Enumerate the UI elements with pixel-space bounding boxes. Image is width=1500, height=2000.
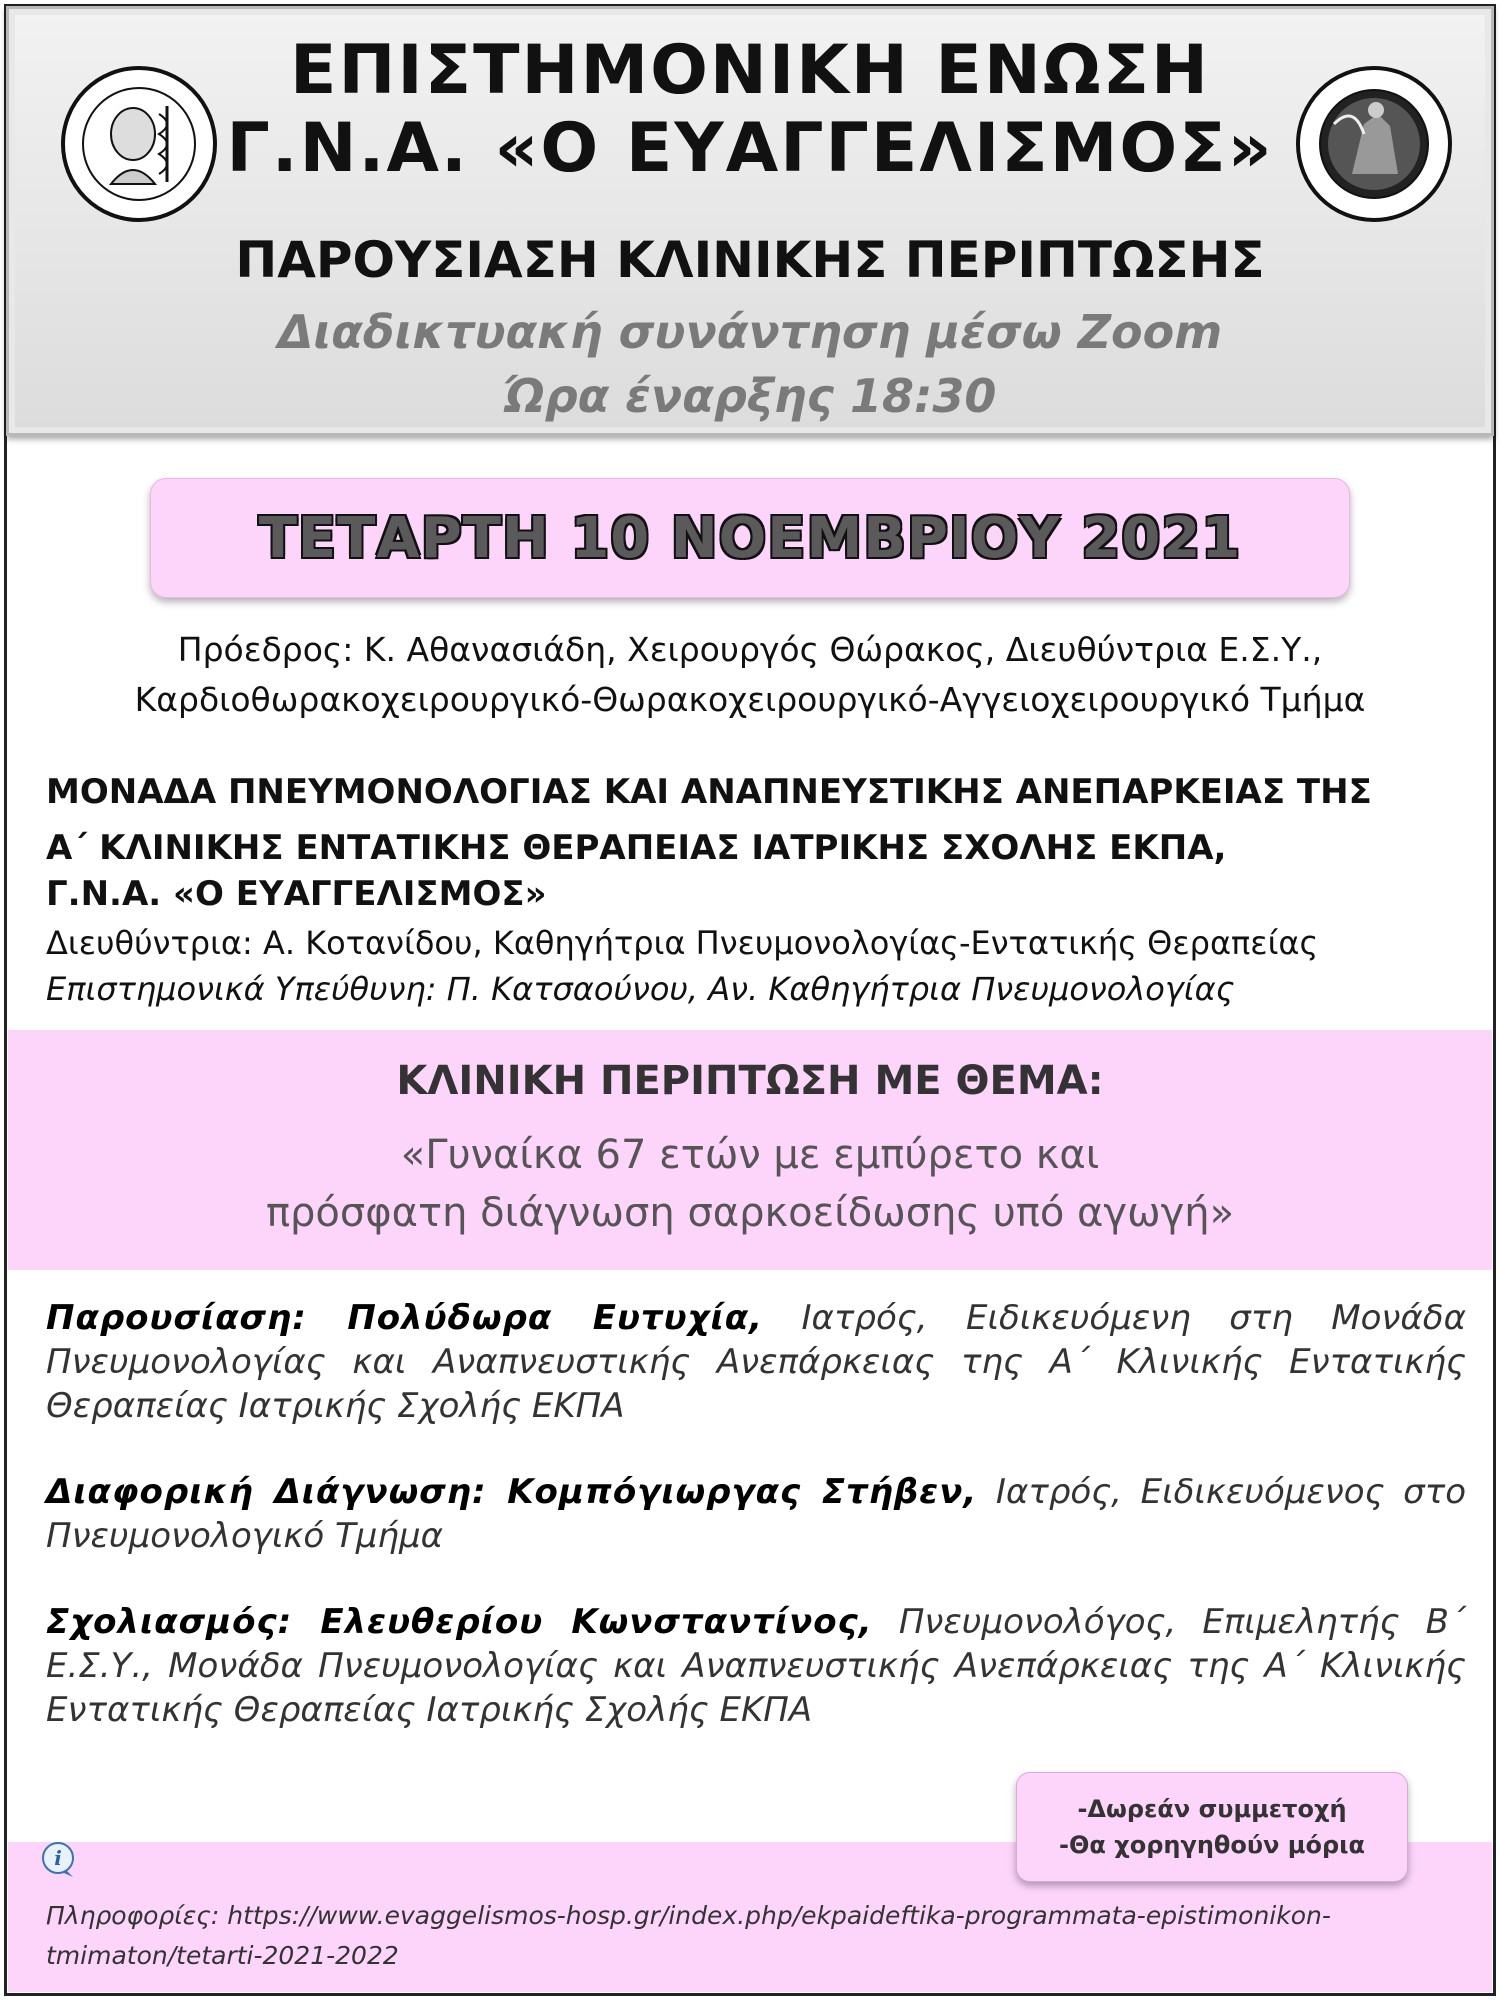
notes-box [1016,1772,1408,1882]
note-free-participation: -Δωρεάν συμμετοχή [1077,1795,1347,1823]
topic-line1: «Γυναίκα 67 ετών με εμπύρετο και [400,1132,1100,1178]
header-title-line1: ΕΠΙΣΤΗΜΟΝΙΚΗ ΕΝΩΣΗ [290,31,1210,110]
chair-line1: Πρόεδρος: Κ. Αθανασιάδη, Χειρουργός Θώρακος, Διευθύντρια Ε.Σ.Υ., [177,630,1323,669]
info-icon [40,1840,80,1880]
unit-title-line2: Α΄ ΚΛΙΝΙΚΗΣ ΕΝΤΑΤΙΚΗΣ ΘΕΡΑΠΕΙΑΣ ΙΑΤΡΙΚΗΣ ΣΧΟΛΗΣ ΕΚΠΑ, [46,828,1227,868]
unit-title-line3: Γ.Ν.Α. «Ο ΕΥΑΓΓΕΛΙΣΜΟΣ» [46,874,547,914]
svg-text:i: i [54,1846,62,1870]
unit-title-line1: ΜΟΝΑΔΑ ΠΝΕΥΜΟΝΟΛΟΓΙΑΣ ΚΑΙ ΑΝΑΠΝΕΥΣΤΙΚΗΣ ΑΝΕΠΑΡΚΕΙΑΣ ΤΗΣ [46,772,1372,812]
header-meeting-type: Διαδικτυακή συνάντηση μέσω Zoom [277,305,1223,359]
date-banner [150,478,1350,598]
unit-director: Διευθύντρια: Α. Κοτανίδου, Καθηγήτρια Πνευμονολογίας-Εντατικής Θεραπείας [46,924,1319,962]
header-start-time: Ώρα έναρξης 18:30 [503,369,997,423]
speaker-role: Παρουσίαση: Πολύδωρα Ευτυχία, [46,1298,764,1338]
event-date: ΤΕΤΑΡΤΗ 10 ΝΟΕΜΒΡΙΟΥ 2021 [258,505,1242,571]
note-credits: -Θα χορηγηθούν μόρια [1059,1831,1365,1859]
topic-title: ΚΛΙΝΙΚΗ ΠΕΡΙΠΤΩΣΗ ΜΕ ΘΕΜΑ: [396,1058,1104,1104]
speaker-detail: Πνευμονολόγος, Επιμελητής Β΄ Ε.Σ.Υ., Μονάδα Πνευμονολογίας και Αναπνευστικής Ανεπάρκειας της Α΄ Κλινικής Εντατικής Θεραπείας Ιατρικής Σχολής ΕΚΠΑ [46,1602,1466,1730]
header-subtitle: ΠΑΡΟΥΣΙΑΣΗ ΚΛΙΝΙΚΗΣ ΠΕΡΙΠΤΩΣΗΣ [235,231,1265,289]
info-url-text: Πληροφορίες: https://www.evaggelismos-hosp.gr/index.php/ekpaideftika-programmata-epistimonikon-tmimaton/tetarti-2021-2022 [46,1901,1331,1970]
speaker-detail: Ιατρός, Ειδικευόμενος στο Πνευμονολογικό Τμήμα [46,1472,1466,1556]
speaker-presentation [46,1296,1466,1428]
chair-line2: Καρδιοθωρακοχειρουργικό-Θωρακοχειρουργικό-Αγγειοχειρουργικό Τμήμα [134,680,1366,719]
topic-line2: πρόσφατη διάγνωση σαρκοείδωσης υπό αγωγή» [265,1190,1235,1236]
header-banner [6,6,1494,436]
speaker-commentary [46,1600,1466,1732]
header-title-line2: Γ.Ν.Α. «Ο ΕΥΑΓΓΕΛΙΣΜΟΣ» [226,109,1274,188]
speaker-differential [46,1470,1466,1558]
speaker-role: Διαφορική Διάγνωση: Κομπόγιωργας Στήβεν, [46,1472,978,1512]
speaker-detail: Ιατρός, Ειδικευόμενη στη Μονάδα Πνευμονολογίας και Αναπνευστικής Ανεπάρκειας της Α΄ Κλινικής Εντατικής Θεραπείας Ιατρικής Σχολής ΕΚΠΑ [46,1298,1466,1426]
unit-scientific-lead: Επιστημονικά Υπεύθυνη: Π. Κατσαούνου, Αν. Καθηγήτρια Πνευμονολογίας [46,970,1235,1008]
topic-band [8,1030,1492,1270]
speaker-role: Σχολιασμός: Ελευθερίου Κωνσταντίνος, [46,1602,873,1642]
